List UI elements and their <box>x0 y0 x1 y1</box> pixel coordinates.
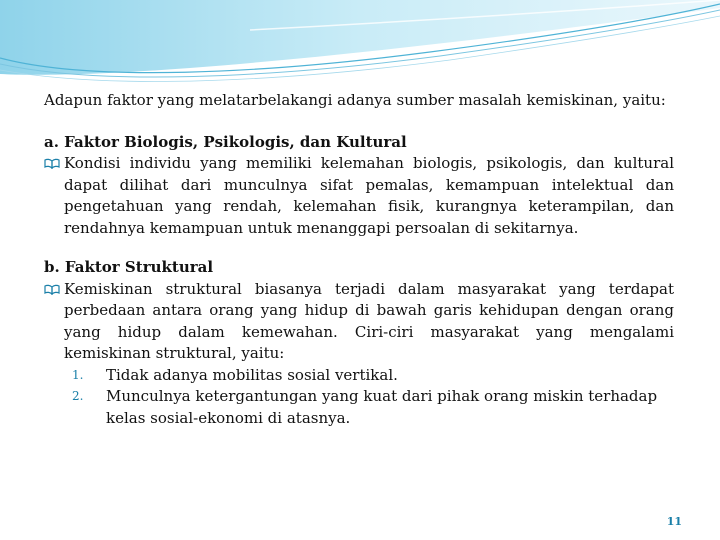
list-number: 2. <box>72 389 84 403</box>
header-swoosh-decoration <box>0 0 720 90</box>
numbered-list <box>64 365 674 430</box>
section-b <box>44 257 674 429</box>
bullet-body <box>64 279 674 430</box>
section-title: b. Faktor Struktural <box>44 258 214 276</box>
section-title: a. Faktor Biologis, Psikologis, dan Kultural <box>44 132 407 151</box>
list-item <box>64 386 674 429</box>
bullet-item <box>44 279 674 430</box>
list-item <box>64 365 674 387</box>
page-number: 11 <box>666 515 682 528</box>
bullet-text: Kondisi individu yang memiliki kelemahan biologis, psikologis, dan kultural dapat dilihat dari munculnya sifat pemalas, kemampuan intelektual dan pengetahuan yang rendah, kelemahan fisik, kurangnya keterampilan, dan rendahnya kemampuan untuk menanggapi persoalan di sekitarnya. <box>64 154 674 237</box>
bullet-item <box>44 153 674 239</box>
intro-text: Adapun faktor yang melatarbelakangi adanya sumber masalah kemiskinan, yaitu: <box>44 91 666 109</box>
book-icon <box>44 153 64 175</box>
bullet-text: Kemiskinan struktural biasanya terjadi dalam masyarakat yang terdapat perbedaan antara orang yang hidup di bawah garis kehidupan dengan orang yang hidup dalam kemewahan. Ciri-ciri masyarakat yang mengalami kemiskinan struktural, yaitu: <box>64 279 674 362</box>
list-number: 1. <box>72 367 84 382</box>
slide-content <box>44 90 674 447</box>
list-item-text: Munculnya ketergantungan yang kuat dari pihak orang miskin terhadap kelas sosial-ekonomi di atasnya. <box>106 387 658 427</box>
list-item-text: Tidak adanya mobilitas sosial vertikal. <box>106 365 398 384</box>
book-icon <box>44 279 64 301</box>
section-a <box>44 132 674 240</box>
